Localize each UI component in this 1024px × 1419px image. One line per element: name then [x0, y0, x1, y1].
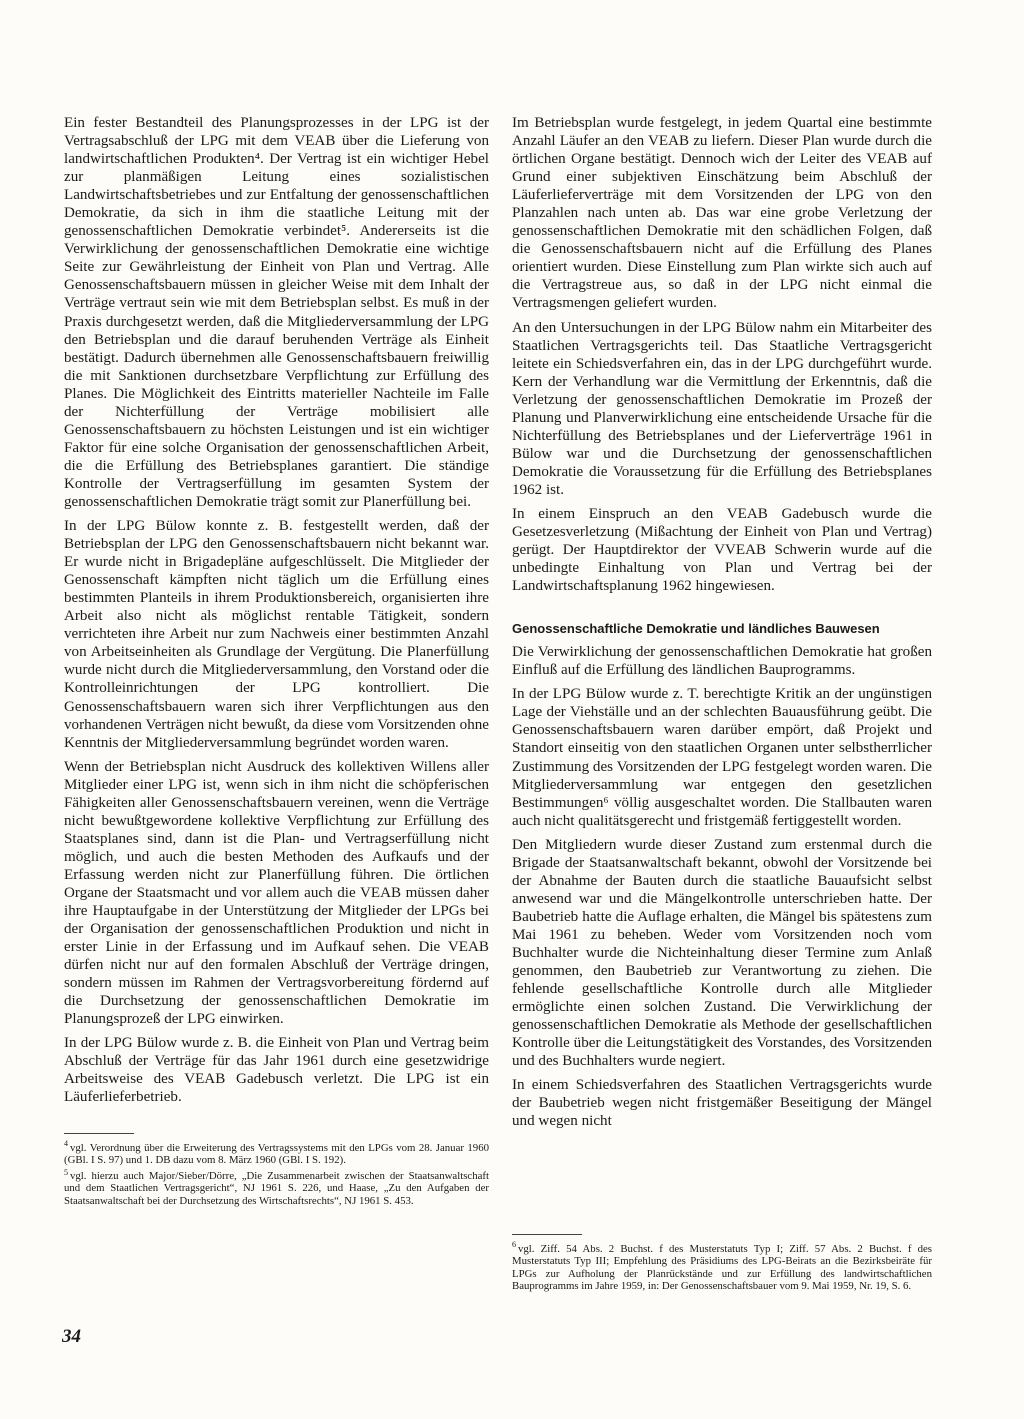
footnote-divider: [64, 1133, 134, 1134]
right-column: [512, 114, 932, 1130]
paragraph: Die Verwirklichung der genossenschaftlichen Demokratie hat großen Einfluß auf die Erfüllung des ländlichen Bauprogramms.: [512, 644, 932, 679]
footnote-mark: 6: [512, 1240, 516, 1250]
left-column: [64, 114, 489, 1211]
footnote-mark: 5: [64, 1167, 68, 1177]
footnote-text: vgl. hierzu auch Major/Sieber/Dörre, „Die Zusammenarbeit zwischen der Staatsanwaltschaft und dem Staatlichen Vertragsgericht“, NJ 1961 S. 226, und Haase, „Zu den Aufgaben der Staatsanwaltschaft bei der Durchsetzung des Wirtschaftsrechts“, NJ 1961 S. 453.: [64, 1170, 489, 1207]
paragraph: Den Mitgliedern wurde dieser Zustand zum erstenmal durch die Brigade der Staatsanwaltschaft bekannt, obwohl der Vorsitzende bei der Abnahme der Bauten durch die staatliche Bauaufsicht selbst anwesend war und die Mängelkontrolle unterschrieben hatte. Der Baubetrieb hatte die Auflage erhalten, die Mängel bis spätestens zum Mai 1961 zu beheben. Weder vom Vorsitzenden noch vom Buchhalter wurde die Nichteinhaltung dieser Termine zum Anlaß genommen, den Baubetrieb zur Verantwortung zu ziehen. Die fehlende gesellschaftliche Kontrolle durch alle Mitglieder ermöglichte einen solchen Zustand. Die Verwirklichung der genossenschaftlichen Demokratie als Methode der gesellschaftlichen Kontrolle über die Leitungstätigkeit des Vorstandes, des Vorsitzenden und des Buchhalters wurde negiert.: [512, 836, 932, 1070]
paragraph: Wenn der Betriebsplan nicht Ausdruck des kollektiven Willens aller Mitglieder einer LPG ist, wenn sich in ihm nicht die schöpferischen Fähigkeiten aller Genossenschaftsbauern vereinen, wenn die Verträge nicht bewußtgewordene kollektive Verpflichtung zur Erfüllung des Staatsplanes sind, dann ist die Plan- und Vertragserfüllung nicht möglich, und auch die besten Methoden des Aufkaufs und der Erfassung werden nicht zur Planerfüllung führen. Die örtlichen Organe der Staatsmacht und vor allem auch die VEAB müssen daher ihre Hauptaufgabe in der Unterstützung der Mitglieder der LPGs bei der Organisation der genossenschaftlichen Produktion und nicht in erster Linie in der Erfassung und im Aufkauf sehen. Die VEAB dürfen nicht nur auf den formalen Abschluß der Verträge dringen, sondern müssen im Rahmen der Vertragsvorbereitung fördernd auf die Durchsetzung der genossenschaftlichen Demokratie im Planungsprozeß der LPG einwirken.: [64, 758, 489, 1028]
footnote: [64, 1167, 489, 1207]
paragraph: In der LPG Bülow konnte z. B. festgestellt werden, daß der Betriebsplan der LPG den Genossenschaftsbauern nicht bekannt war. Er wurde nicht in Brigadepläne aufgeschlüsselt. Die Mitglieder der Genossenschaft kämpften nicht täglich um die Erfüllung eines bestimmten Planteils in ihrem Produktionsbereich, organisierten ihre Arbeit also nicht als möglichst rentable Tätigkeit, sondern verrichteten ihre Arbeit nur zum Nachweis einer bestimmten Anzahl von Arbeitseinheiten als Grundlage der Vergütung. Die Planerfüllung wurde nicht durch die Mitgliederversammlung, den Vorstand oder die Kontrolleinrichtungen der LPG kontrolliert. Die Genossenschaftsbauern waren sich ihrer Verpflichtungen aus den vorhandenen Verträgen nicht bewußt, da diese vom Vorsitzenden ohne Kenntnis der Mitgliederversammlung begründet worden waren.: [64, 518, 489, 751]
paragraph: In der LPG Bülow wurde z. B. die Einheit von Plan und Vertrag beim Abschluß der Verträge für das Jahr 1961 durch eine gesetzwidrige Arbeitsweise des VEAB Gadebusch verletzt. Die LPG ist ein Läuferlieferbetrieb.: [64, 1035, 489, 1106]
footnote: [64, 1138, 489, 1167]
footnote: [512, 1240, 932, 1292]
section-heading: Genossenschaftliche Demokratie und ländliches Bauwesen: [512, 621, 880, 637]
right-footnotes: [512, 1234, 932, 1296]
paragraph: In einem Schiedsverfahren des Staatlichen Vertragsgerichts wurde der Baubetrieb wegen nicht fristgemäßer Beseitigung der Mängel und wegen nicht: [512, 1077, 932, 1130]
footnote-divider: [512, 1234, 582, 1235]
paragraph: In einem Einspruch an den VEAB Gadebusch wurde die Gesetzesverletzung (Mißachtung der Einheit von Plan und Vertrag) gerügt. Der Hauptdirektor der VVEAB Schwerin wurde auf die unbedingte Einhaltung von Plan und Vertrag bei der Landwirtschaftsplanung 1962 hingewiesen.: [512, 505, 932, 595]
paragraph: Ein fester Bestandteil des Planungsprozesses in der LPG ist der Vertragsabschluß der LPG mit dem VEAB über die Lieferung von landwirtschaftlichen Produkten⁴. Der Vertrag ist ein wichtiger Hebel zur planmäßigen Leitung eines sozialistischen Landwirtschaftsbetriebes und zur Entfaltung der genossenschaftlichen Demokratie, da sich in ihm die staatliche Leitung mit der genossenschaftlichen Demokratie verbindet⁵. Andererseits ist die Verwirklichung der genossenschaftlichen Demokratie eine wichtige Seite zur Gewährleistung der Einheit von Plan und Vertrag. Alle Genossenschaftsbauern müssen in gleicher Weise mit dem Inhalt der Verträge vertraut sein wie mit dem Betriebsplan selbst. Es muß in der Praxis durchgesetzt werden, daß die Mitgliederversammlung der LPG den Betriebsplan und die darauf beruhenden Verträge als Einheit bestätigt. Dadurch übernehmen alle Genossenschaftsbauern freiwillig die mit Sanktionen durchsetzbare Verpflichtung zur Erfüllung des Planes. Die Möglichkeit des Eintritts materieller Nachteile im Falle der Nichterfüllung der Verträge mobilisiert alle Genossenschaftsbauern zu höchsten Leistungen und ist ein wichtiger Faktor für eine solche Organisation der genossenschaftlichen Arbeit, die die Erfüllung des Betriebsplanes garantiert. Die ständige Kontrolle der Vertragserfüllung im gesamten System der genossenschaftlichen Demokratie trägt somit zur Planerfüllung bei.: [64, 115, 489, 510]
paragraph: In der LPG Bülow wurde z. T. berechtigte Kritik an der ungünstigen Lage der Viehställe und an der schlechten Bauausführung geübt. Die Genossenschaftsbauern waren darüber empört, daß Projekt und Standort einseitig von den staatlichen Organen unter selbstherrlicher Zustimmung des Vorsitzenden der LPG festgelegt worden waren. Die Mitgliederversammlung war entgegen den gesetzlichen Bestimmungen⁶ völlig ausgeschaltet worden. Die Stallbauten waren auch nicht qualitätsgerecht und fristgemäß fertiggestellt worden.: [512, 686, 932, 829]
paragraph: Im Betriebsplan wurde festgelegt, in jedem Quartal eine bestimmte Anzahl Läufer an den VEAB zu liefern. Dieser Plan wurde durch die örtlichen Organe bestätigt. Dennoch wich der Leiter des VEAB auf Grund einer subjektiven Einschätzung beim Abschluß der Läuferlieferverträge mit dem Vorsitzenden der LPG von den Planzahlen nach unten ab. Das war eine grobe Verletzung der genossenschaftlichen Demokratie mit den schädlichen Folgen, daß die Genossenschaftsbauern nicht auf die Erfüllung des Planes orientiert wurden. Diese Einstellung zum Plan wirkte sich auch auf die Vertragstreue aus, so daß in der LPG nicht einmal die Vertragsmengen geliefert wurden.: [512, 115, 932, 312]
paragraph: An den Untersuchungen in der LPG Bülow nahm ein Mitarbeiter des Staatlichen Vertragsgerichts teil. Das Staatliche Vertragsgericht leitete ein Schiedsverfahren ein, das in der LPG durchgeführt wurde. Kern der Verhandlung war die Vermittlung der Erkenntnis, daß die Verletzung der genossenschaftlichen Demokratie im Prozeß der Planung und Planverwirklichung eine entscheidende Ursache für die Nichterfüllung des Betriebsplanes und der Lieferverträge 1961 in Bülow war und die Durchsetzung der genossenschaftlichen Demokratie die Voraussetzung für die Erfüllung des Betriebsplanes 1962 ist.: [512, 319, 932, 498]
footnote-mark: 4: [64, 1138, 68, 1148]
footnote-text: vgl. Verordnung über die Erweiterung des Vertragssystems mit den LPGs vom 28. Januar 1960 (GBl. I S. 97) und 1. DB dazu vom 8. März 1960 (GBl. I S. 192).: [64, 1141, 489, 1166]
page-number: 34: [62, 1326, 81, 1347]
footnote-text: vgl. Ziff. 54 Abs. 2 Buchst. f des Musterstatuts Typ I; Ziff. 57 Abs. 2 Buchst. f des Musterstatuts Typ III; Empfehlung des Präsidiums des LPG-Beirats an die Bezirksbeiräte für LPGs zur Aufholung der Planrückstände und zur Erfüllung des landwirtschaftlichen Bauprogramms im Jahre 1959, in: Der Genossenschaftsbauer vom 9. Mai 1959, Nr. 19, S. 6.: [512, 1243, 932, 1292]
